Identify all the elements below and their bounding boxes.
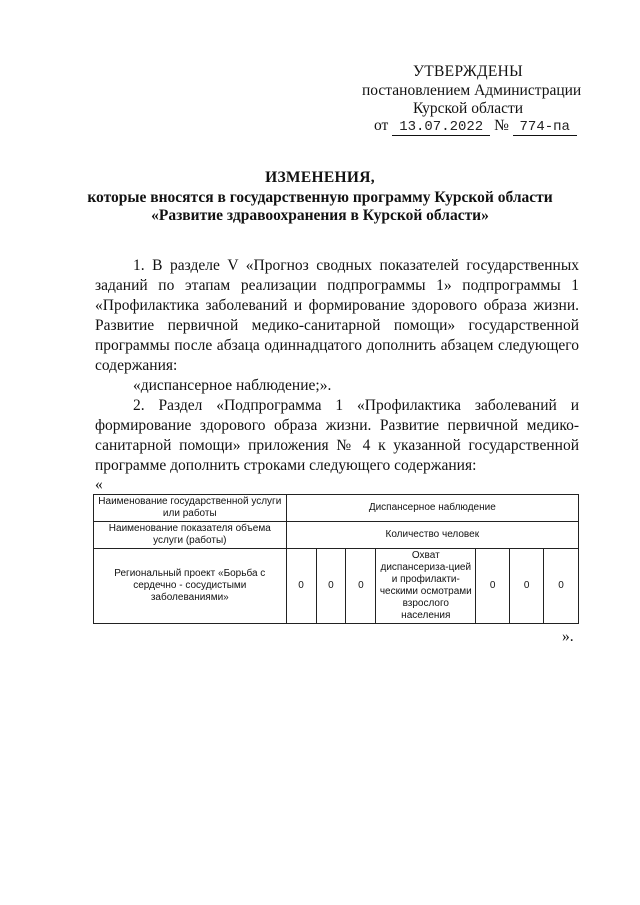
paragraph-insert-text: «диспансерное наблюдение;». <box>133 377 332 394</box>
table-cell-value: 0 <box>286 549 316 624</box>
indicators-table <box>93 494 579 624</box>
table-cell-value: 0 <box>476 549 510 624</box>
indicator-description: Охват диспансериза-цией и профилакти-ческими осмотрами взрослого населения <box>376 549 476 624</box>
table-row <box>94 549 579 624</box>
number-sign: № <box>494 117 509 134</box>
service-name-value: Диспансерное наблюдение <box>286 495 578 522</box>
table-cell-value: 0 <box>544 549 579 624</box>
table-cell-value: 0 <box>510 549 544 624</box>
quote-close: ». <box>562 628 574 645</box>
indicator-name-value: Количество человек <box>286 522 578 549</box>
document-subtitle-line1: которые вносятся в государственную программу Курской области <box>87 189 553 206</box>
table-row <box>94 522 579 549</box>
document-title: ИЗМЕНЕНИЯ, <box>265 169 375 186</box>
date-prefix: от <box>374 117 389 134</box>
paragraph-1: 1. В разделе V «Прогноз сводных показателей государственных заданий по этапам реализации подпрограммы 1» подпрограммы 1 «Профилактика заболеваний и формирование здорового образа жизни. Развитие первичной медико-санитарной помощи» государственной программы после абзаца одиннадцатого дополнить абзацем следующего содержания: <box>95 257 579 374</box>
quote-open: « <box>95 476 103 493</box>
table-row <box>94 495 579 522</box>
approval-date: 13.07.2022 <box>392 119 490 136</box>
paragraph-2: 2. Раздел «Подпрограмма 1 «Профилактика заболеваний и формирование здорового образа жизни. Развитие первичной медико-санитарной помощи» приложения № 4 к указанной государственной программе дополнить строками следующего содержания: <box>95 397 579 474</box>
approval-region: Курской области <box>413 100 524 117</box>
project-name: Региональный проект «Борьба с сердечно - сосудистыми заболеваниями» <box>94 549 287 624</box>
service-name-label: Наименование государственной услуги или работы <box>94 495 287 522</box>
document-subtitle-line2: «Развитие здравоохранения в Курской области» <box>151 207 489 224</box>
indicator-name-label: Наименование показателя объема услуги (работы) <box>94 522 287 549</box>
approval-number: 774-па <box>513 119 577 136</box>
table-cell-value: 0 <box>346 549 376 624</box>
table-cell-value: 0 <box>316 549 346 624</box>
approval-issuer: постановлением Администрации <box>362 82 582 99</box>
approval-date-row <box>374 117 577 136</box>
approval-title: УТВЕРЖДЕНЫ <box>413 63 523 80</box>
